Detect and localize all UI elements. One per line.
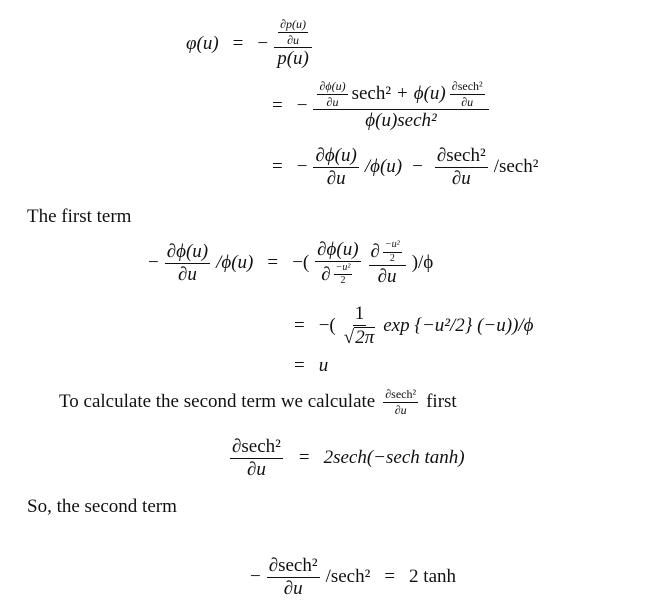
- text-first-term: The first term: [27, 206, 132, 227]
- text-so-second-term: So, the second term: [27, 496, 177, 517]
- minus-sign: −: [257, 32, 269, 54]
- equation-phi-line-1: [186, 18, 314, 69]
- sqrt-2pi: √ 2π: [343, 326, 375, 348]
- fraction-big-2: $\frac{\partial\phi(u)}{\partial u}$ sech² + ϕ(u) $\frac{\text{∂sech²}}{\partial u}$ ϕ(u)sech²: [313, 80, 488, 131]
- equation-first-term-3: = u: [294, 355, 329, 376]
- equation-phi-line-3: = − $\frac{\partial\phi(u)}{\partial u}$ /ϕ(u) − $\frac{\text{∂sech²}}{\partial u}$ /sech²: [272, 145, 539, 189]
- minus-sign: −: [296, 94, 308, 116]
- equation-first-term-1: − $\frac{\partial\phi(u)}{\partial u}$ /ϕ(u) = −( ∂ϕ(u) ∂ $\frac{\text{−u²}}{2}$ ∂ $\frac{\text{−u²}}{2}$ ∂u )/ϕ: [148, 239, 434, 287]
- equals-sign: =: [272, 94, 283, 116]
- phi-u-lhs: φ(u): [186, 32, 219, 54]
- text-calc-second-term: To calculate the second term we calculate $\frac{\text{∂sech²}}{\partial u}$ first: [59, 387, 457, 417]
- equation-phi-line-2: [262, 80, 491, 131]
- equation-dsech2: $\frac{\text{∂sech²}}{\partial u}$ = 2sech(−sech tanh): [232, 436, 465, 480]
- equals-sign: =: [232, 32, 244, 54]
- equals-sign: =: [272, 156, 283, 178]
- equation-first-term-2: = −( 1 √ 2π exp {−u²/2} (−u))/ϕ: [294, 303, 534, 348]
- fraction-dp-du: $\frac{\partial p(u)}{\partial u}$: [280, 17, 307, 47]
- equation-second-term: − $\frac{\text{∂sech²}}{\partial u}$ /sech² = 2 tanh: [250, 555, 457, 599]
- fraction-dp-over-p: $\frac{\frac{\partial p(u)}{\partial u}}{p(u)}$: [274, 18, 312, 69]
